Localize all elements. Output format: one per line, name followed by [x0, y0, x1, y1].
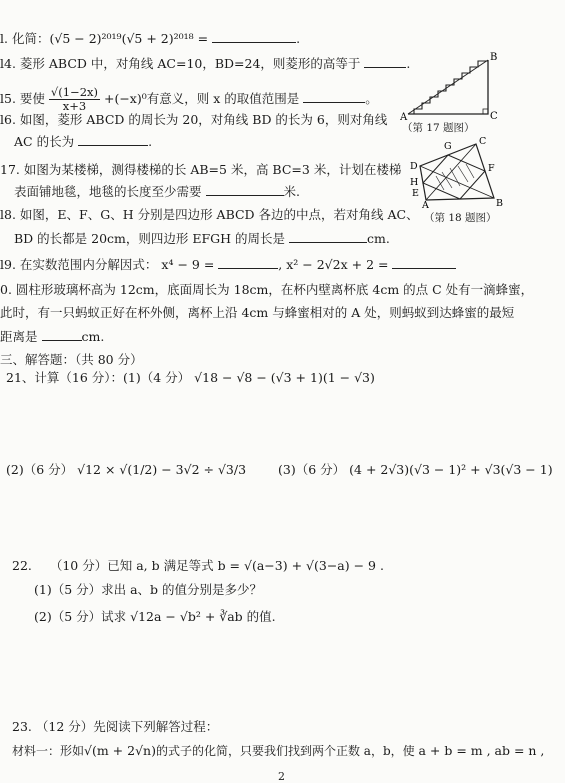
label-c: C: [479, 136, 487, 147]
question-22: 22. （10 分）已知 a, b 满足等式 b = √(a−3) + √(3−a) − 9 .: [12, 558, 384, 573]
answer-blank[interactable]: [303, 90, 365, 103]
label-b: B: [490, 52, 498, 63]
question-15: l5. 要使 $\frac{√(1-2x)}{x+3}$ +(−x)⁰有意义，则 x 的取值范围是 。: [0, 85, 378, 113]
page-number: 2: [278, 770, 285, 783]
question-18-line1: l8. 如图，E、F、G、H 分别是四边形 ABCD 各边的中点，若对角线 AC、: [0, 207, 419, 222]
question-23-material: 材料一：形如√(m + 2√n)的式子的化简，只要我们找到两个正数 a，b，使 a + b = m , ab = n ,: [12, 743, 545, 758]
question-20-line2: 此时，有一只蚂蚁正好在杯外侧，离杯上沿 4cm 与蜂蜜相对的 A 处，则蚂蚁到达蜂蜜的最短: [0, 305, 515, 320]
question-14: l4. 菱形 ABCD 中，对角线 AC=10，BD=24，则菱形的高等于 .: [0, 56, 411, 71]
label-a: A: [422, 200, 429, 208]
label-h: H: [410, 177, 419, 188]
question-21-parts: (2)（6 分） √12 × √(1/2) − 3√2 ÷ √3/3 (3)（6 分） (4 + 2√3)(√3 − 1)² + √3(√3 − 1): [6, 462, 553, 477]
quadrilateral-figure: [410, 136, 510, 208]
question-23: 23. （12 分）先阅读下列解答过程：: [12, 719, 219, 734]
question-17-line1: 17. 如图为某楼梯，测得楼梯的长 AB=5 米，高 BC=3 米，计划在楼梯: [0, 162, 402, 177]
staircase-figure: [400, 52, 500, 120]
question-22-part1: (1)（5 分）求出 a、b 的值分别是多少？: [34, 582, 263, 597]
label-c: C: [490, 111, 498, 120]
label-g: G: [444, 141, 452, 152]
section-heading: 三、解答题：（共 80 分）: [0, 352, 143, 367]
question-20-line1: 0. 圆柱形玻璃杯高为 12cm，底面周长为 18cm，在杯内壁离杯底 4cm 的点 C 处有一滴蜂蜜，: [0, 282, 534, 297]
label-f: F: [488, 163, 495, 174]
label-a: A: [400, 112, 408, 120]
question-18-line2: BD 的长都是 20cm，则四边形 EFGH 的周长是 cm.: [14, 231, 390, 246]
figure-17-caption: （第 17 题图）: [402, 122, 475, 134]
question-16-line2: AC 的长为 .: [14, 134, 153, 149]
label-e: E: [412, 188, 419, 199]
answer-blank[interactable]: [206, 183, 284, 196]
question-20-line3: 距离是 cm.: [0, 329, 105, 344]
answer-blank[interactable]: [212, 30, 296, 43]
figure-18-caption: （第 18 题图）: [424, 212, 497, 224]
question-21: 21、计算（16 分）：(1)（4 分） √18 − √8 − (√3 + 1)(1 − √3): [6, 370, 375, 385]
question-17-line2: 表面铺地毯，地毯的长度至少需要 米.: [14, 184, 300, 199]
label-b: B: [496, 198, 503, 208]
question-16-line1: l6. 如图，菱形 ABCD 的周长为 20，对角线 BD 的长为 6，则对角线: [0, 112, 388, 127]
fraction: $\frac{√(1-2x)}{x+3}$: [50, 85, 98, 113]
question-13: l. 化简：(√5 − 2)²⁰¹⁹(√5 + 2)²⁰¹⁸ = .: [0, 31, 301, 46]
answer-blank[interactable]: [392, 256, 456, 269]
question-22-part2: (2)（5 分）试求 √12a − √b² + ∛ab 的值.: [34, 609, 276, 624]
label-d: D: [410, 161, 418, 172]
answer-blank[interactable]: [289, 230, 367, 243]
answer-blank[interactable]: [42, 328, 82, 341]
question-19: l9. 在实数范围内分解因式： x⁴ − 9 = , x² − 2√2x + 2 =: [0, 256, 456, 273]
answer-blank[interactable]: [78, 133, 148, 146]
answer-blank[interactable]: [218, 256, 278, 269]
